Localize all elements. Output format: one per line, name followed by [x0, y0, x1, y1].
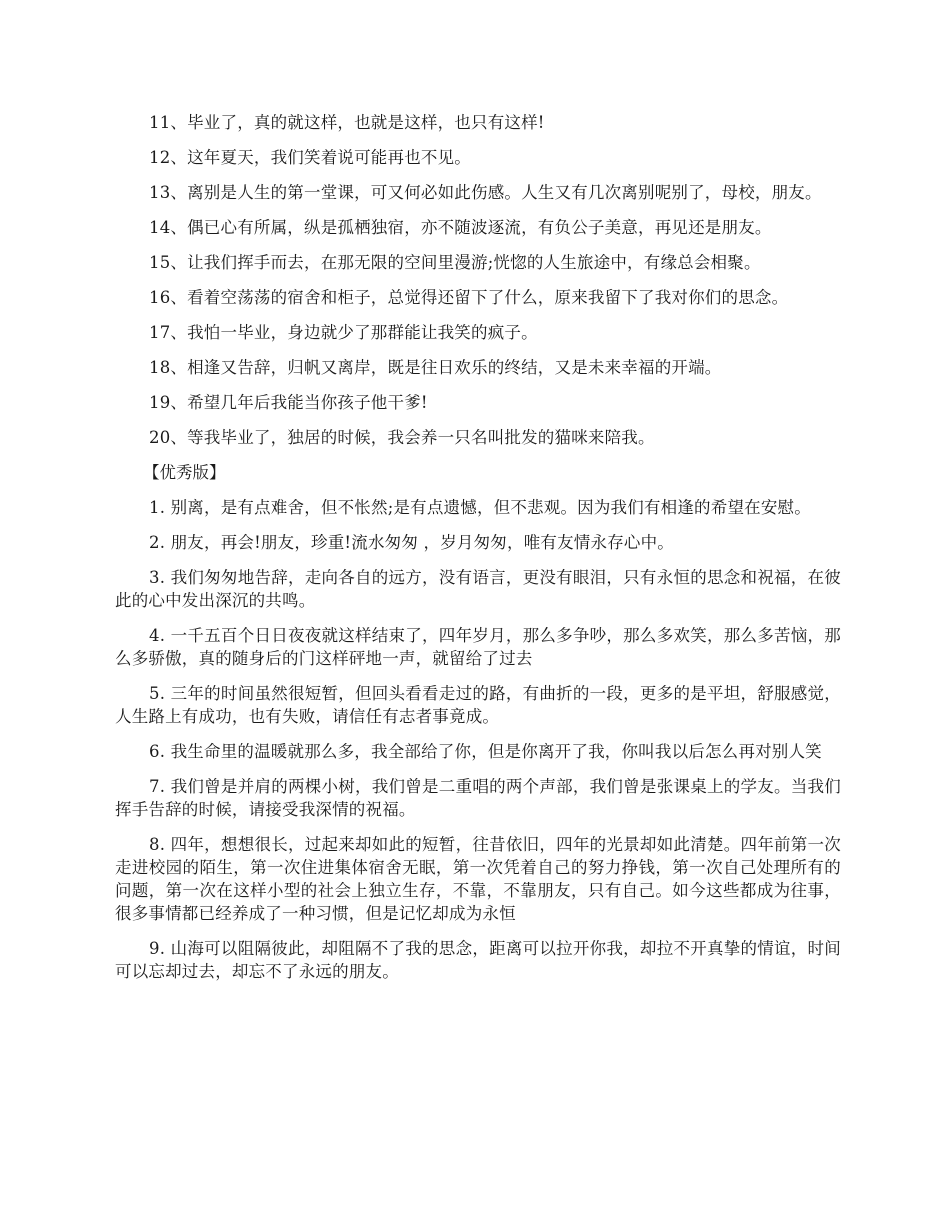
- list-item: 4. 一千五百个日日夜夜就这样结束了，四年岁月，那么多争吵，那么多欢笑，那么多苦恼，那么多骄傲，真的随身后的门这样砰地一声，就留给了过去: [115, 626, 841, 668]
- list-item: 3. 我们匆匆地告辞，走向各自的远方，没有语言，更没有眼泪，只有永恒的思念和祝福，在彼此的心中发出深沉的共鸣。: [115, 568, 841, 610]
- section-title: 【优秀版】: [143, 463, 226, 482]
- list-item: 15、让我们挥手而去，在那无限的空间里漫游;恍惚的人生旅途中，有缘总会相聚。: [149, 253, 761, 272]
- list-item: 6. 我生命里的温暖就那么多，我全部给了你，但是你离开了我，你叫我以后怎么再对别人笑: [149, 742, 822, 761]
- list-item: 14、偶已心有所属，纵是孤栖独宿，亦不随波逐流，有负公子美意，再见还是朋友。: [149, 218, 772, 237]
- list-item: 12、这年夏天，我们笑着说可能再也不见。: [149, 148, 471, 167]
- list-item: 1. 别离，是有点难舍，但不怅然;是有点遗憾，但不悲观。因为我们有相逢的希望在安慰。: [149, 498, 811, 517]
- list-item: 7. 我们曾是并肩的两棵小树，我们曾是二重唱的两个声部，我们曾是张课桌上的学友。当我们挥手告辞的时候，请接受我深情的祝福。: [115, 777, 841, 819]
- list-item: 2. 朋友，再会!朋友，珍重!流水匆匆 ，岁月匆匆，唯有友情永存心中。: [149, 533, 674, 552]
- list-item: 8. 四年，想想很长，过起来却如此的短暂，往昔依旧，四年的光景却如此清楚。四年前第一次走进校园的陌生，第一次住进集体宿舍无眠，第一次凭着自己的努力挣钱，第一次自己处理所有的问题，第一次在这样小型的社会上独立生存，不靠，不靠朋友，只有自己。如今这些都成为往事，很多事情都已经养成了一种习惯，但是记忆却成为永恒: [115, 835, 841, 923]
- list-item: 18、相逢又告辞，归帆又离岸，既是往日欢乐的终结，又是未来幸福的开端。: [149, 358, 722, 377]
- list-item: 11、毕业了，真的就这样，也就是这样，也只有这样!: [149, 113, 545, 132]
- list-item: 17、我怕一毕业，身边就少了那群能让我笑的疯子。: [149, 323, 538, 342]
- list-item: 16、看着空荡荡的宿舍和柜子，总觉得还留下了什么，原来我留下了我对你们的思念。: [149, 288, 789, 307]
- list-item: 13、离别是人生的第一堂课，可又何必如此伤感。人生又有几次离别呢别了，母校，朋友。: [149, 183, 822, 202]
- list-item: 9. 山海可以阻隔彼此，却阻隔不了我的思念，距离可以拉开你我，却拉不开真挚的情谊，时间 可以忘却过去，却忘不了永远的朋友。: [115, 939, 841, 981]
- document-page: [115, 111, 841, 995]
- list-item: 20、等我毕业了，独居的时候，我会养一只名叫批发的猫咪来陪我。: [149, 428, 655, 447]
- list-item: 5. 三年的时间虽然很短暂，但回头看看走过的路，有曲折的一段，更多的是平坦，舒服感觉，人生路上有成功，也有失败，请信任有志者事竟成。: [115, 684, 841, 726]
- list-item: 19、希望几年后我能当你孩子他干爹!: [149, 393, 428, 412]
